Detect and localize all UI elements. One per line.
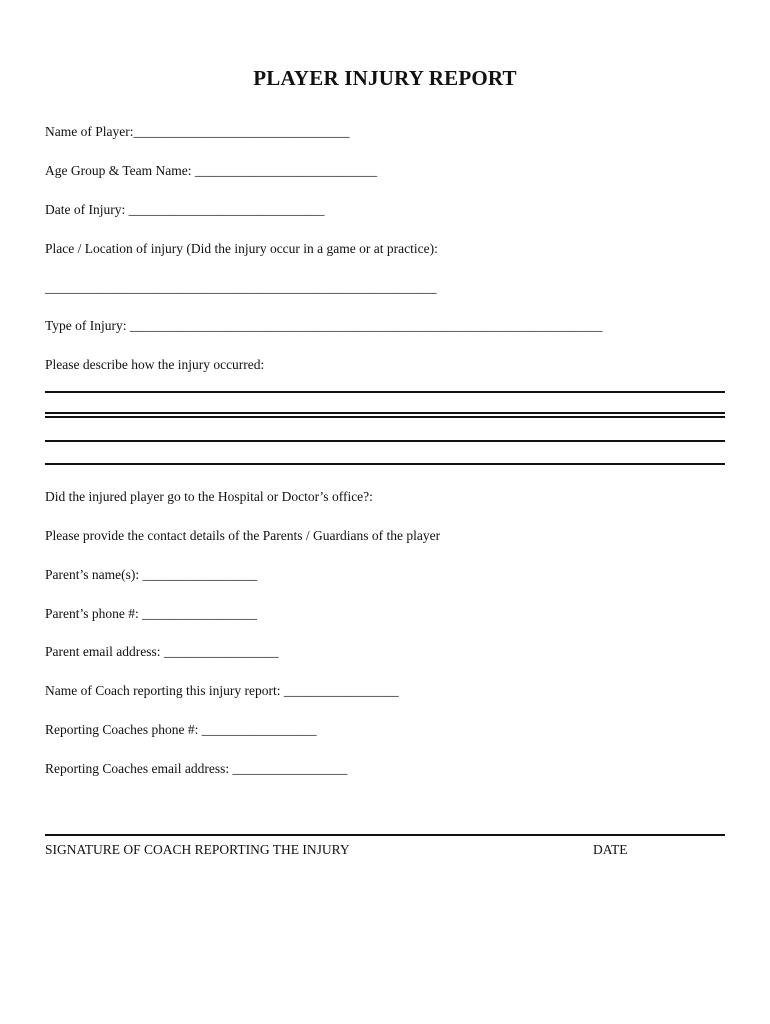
name-of-player-field[interactable]: Name of Player:________________________________ (45, 124, 350, 139)
page-title: PLAYER INJURY REPORT (253, 66, 517, 90)
age-group-team-field[interactable]: Age Group & Team Name: ___________________________ (45, 163, 378, 178)
parent-email-field[interactable]: Parent email address: _________________ (45, 644, 279, 659)
coach-phone-field[interactable]: Reporting Coaches phone #: _________________ (45, 722, 317, 737)
description-line-2[interactable] (45, 412, 725, 414)
describe-injury-label: Please describe how the injury occurred: (45, 357, 265, 372)
description-line-4[interactable] (45, 440, 725, 442)
description-line-1[interactable] (45, 391, 725, 393)
place-location-label: Place / Location of injury (Did the injury occur in a game or at practice): (45, 241, 438, 256)
date-of-injury-field[interactable]: Date of Injury: _____________________________ (45, 202, 325, 217)
contact-details-label: Please provide the contact details of the Parents / Guardians of the player (45, 528, 441, 543)
coach-email-field[interactable]: Reporting Coaches email address: _________________ (45, 761, 348, 776)
date-label: DATE (593, 842, 628, 857)
place-location-field[interactable]: __________________________________________________________ (45, 280, 437, 295)
signature-label: SIGNATURE OF COACH REPORTING THE INJURY (45, 842, 350, 857)
parents-phone-field[interactable]: Parent’s phone #: _________________ (45, 606, 257, 621)
signature-line[interactable] (45, 834, 725, 836)
hospital-question-field[interactable]: Did the injured player go to the Hospital or Doctor’s office?: (45, 489, 373, 504)
coach-name-field[interactable]: Name of Coach reporting this injury report: _________________ (45, 683, 399, 698)
type-of-injury-field[interactable]: Type of Injury: ______________________________________________________________________ (45, 318, 603, 333)
description-line-5[interactable] (45, 463, 725, 465)
description-line-3[interactable] (45, 416, 725, 418)
parents-name-field[interactable]: Parent’s name(s): _________________ (45, 567, 258, 582)
